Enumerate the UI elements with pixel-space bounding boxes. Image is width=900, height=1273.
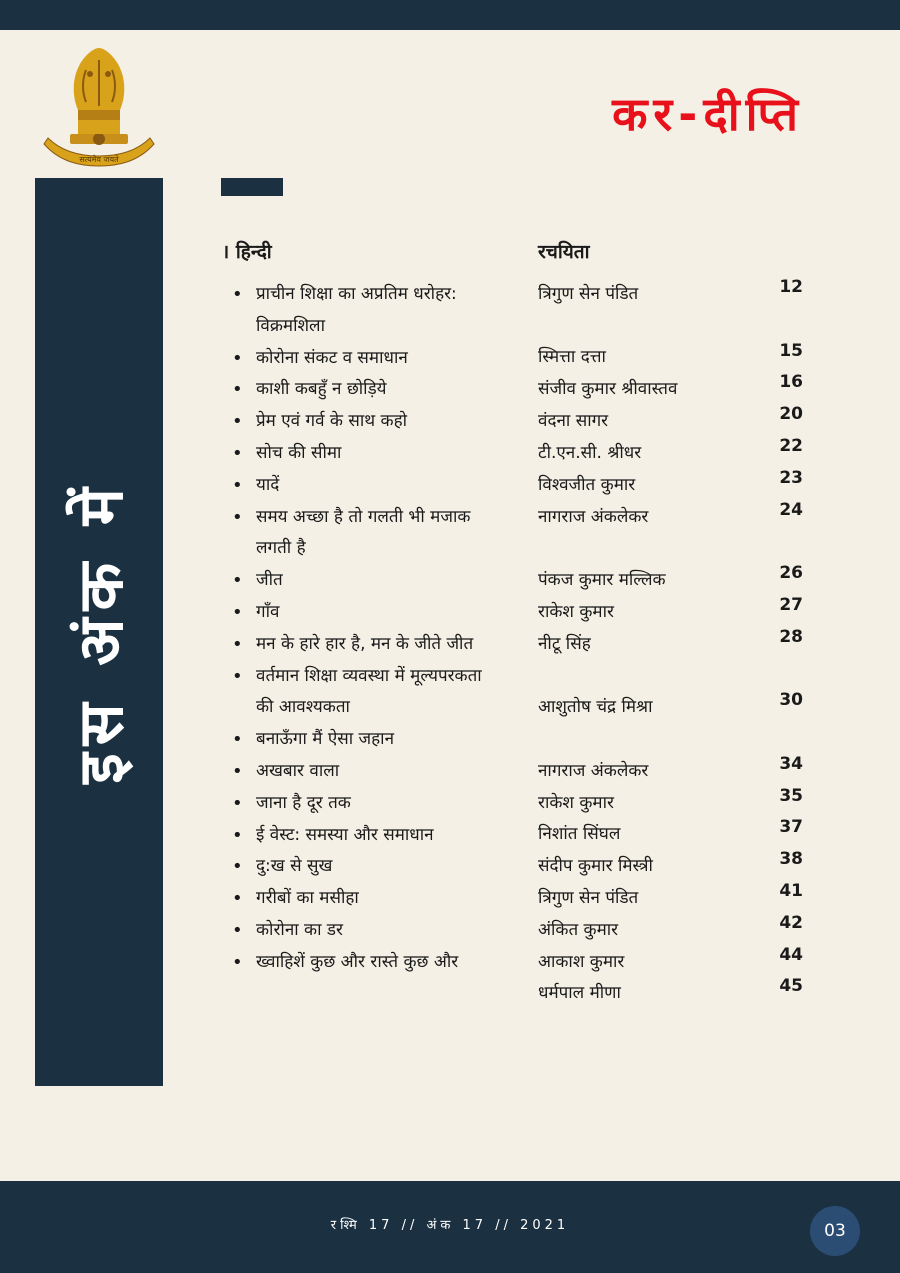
author-name: त्रिगुण सेन पंडित (538, 284, 639, 304)
toc-item[interactable]: • दु:ख से सुख (228, 851, 500, 883)
page-number: 41 (779, 881, 803, 901)
page-number: 23 (779, 468, 803, 488)
author-name: नागराज अंकलेकर (538, 507, 649, 527)
author-name: धर्मपाल मीणा (538, 983, 621, 1003)
toc-item[interactable]: • समय अच्छा है तो गलती भी मजाक लगती है (228, 502, 500, 566)
author-name: आशुतोष चंद्र मिश्रा (538, 697, 653, 717)
toc-item[interactable]: • मन के हारे हार है, मन के जीते जीत (228, 629, 500, 661)
author-name: वंदना सागर (538, 411, 609, 431)
footer-issue-text: रश्मि 17 // अंक 17 // 2021 (330, 1218, 570, 1233)
page-title: कर-दीप्ति (612, 87, 804, 141)
author-name: राकेश कुमार (538, 793, 614, 813)
toc-list (228, 279, 500, 979)
page-number: 24 (779, 500, 803, 520)
author-name: विश्वजीत कुमार (538, 475, 636, 495)
toc-item[interactable]: • प्रेम एवं गर्व के साथ कहो (228, 406, 500, 438)
toc-item[interactable]: • प्राचीन शिक्षा का अप्रतिम धरोहर: विक्रमशिला (228, 279, 500, 343)
toc-item[interactable]: • वर्तमान शिक्षा व्यवस्था में मूल्यपरकता की आवश्यकता (228, 661, 500, 725)
author-name: टी.एन.सी. श्रीधर (538, 443, 642, 463)
toc-item[interactable]: • कोरोना का डर (228, 915, 500, 947)
accent-bar (221, 178, 283, 196)
section-heading-authors: रचयिता (538, 241, 590, 263)
page-number: 16 (779, 372, 803, 392)
toc-item[interactable]: • बनाऊँगा मैं ऐसा जहान (228, 724, 500, 756)
page-number: 35 (779, 786, 803, 806)
page-number: 26 (779, 563, 803, 583)
author-name: निशांत सिंघल (538, 824, 621, 844)
author-name: राकेश कुमार (538, 602, 614, 622)
toc-item[interactable]: • कोरोना संकट व समाधान (228, 343, 500, 375)
page-number: 28 (779, 627, 803, 647)
page-number: 34 (779, 754, 803, 774)
emblem-motto: सत्यमेव जयते (79, 155, 119, 164)
toc-item[interactable]: • गरीबों का मसीहा (228, 883, 500, 915)
toc-item[interactable]: • अखबार वाला (228, 756, 500, 788)
author-name: नीटू सिंह (538, 634, 591, 654)
sidebar-label: इस अंक में (64, 480, 137, 784)
page-number: 45 (779, 976, 803, 996)
page-number: 22 (779, 436, 803, 456)
toc-item[interactable]: • जीत (228, 565, 500, 597)
page-number: 30 (779, 690, 803, 710)
toc-item[interactable]: • यादें (228, 470, 500, 502)
page-number: 15 (779, 341, 803, 361)
author-name: स्मित्ता दत्ता (538, 347, 606, 367)
page-number: 38 (779, 849, 803, 869)
page-number: 44 (779, 945, 803, 965)
author-name: आकाश कुमार (538, 952, 625, 972)
author-name: संदीप कुमार मिस्त्री (538, 856, 653, 876)
author-name: संजीव कुमार श्रीवास्तव (538, 379, 678, 399)
section-heading-hindi: । हिन्दी (222, 241, 272, 263)
author-name: नागराज अंकलेकर (538, 761, 649, 781)
author-name: पंकज कुमार मल्लिक (538, 570, 666, 590)
toc-item[interactable]: • ई वेस्ट: समस्या और समाधान (228, 820, 500, 852)
page-number: 42 (779, 913, 803, 933)
page-number: 12 (779, 277, 803, 297)
toc-item[interactable]: • जाना है दूर तक (228, 788, 500, 820)
author-name: त्रिगुण सेन पंडित (538, 888, 639, 908)
footer (0, 1181, 900, 1273)
page-number: 20 (779, 404, 803, 424)
author-name: अंकित कुमार (538, 920, 619, 940)
toc-item[interactable]: • ख्वाहिशें कुछ और रास्ते कुछ और (228, 947, 500, 979)
top-band (0, 0, 900, 30)
page-number: 37 (779, 817, 803, 837)
page-number: 27 (779, 595, 803, 615)
toc-item[interactable]: • काशी कबहुँ न छोड़िये (228, 374, 500, 406)
toc-item[interactable]: • सोच की सीमा (228, 438, 500, 470)
sidebar-panel (35, 178, 163, 1086)
toc-item[interactable]: • गाँव (228, 597, 500, 629)
page-number-badge: 03 (810, 1206, 860, 1256)
national-emblem-icon (40, 40, 158, 172)
